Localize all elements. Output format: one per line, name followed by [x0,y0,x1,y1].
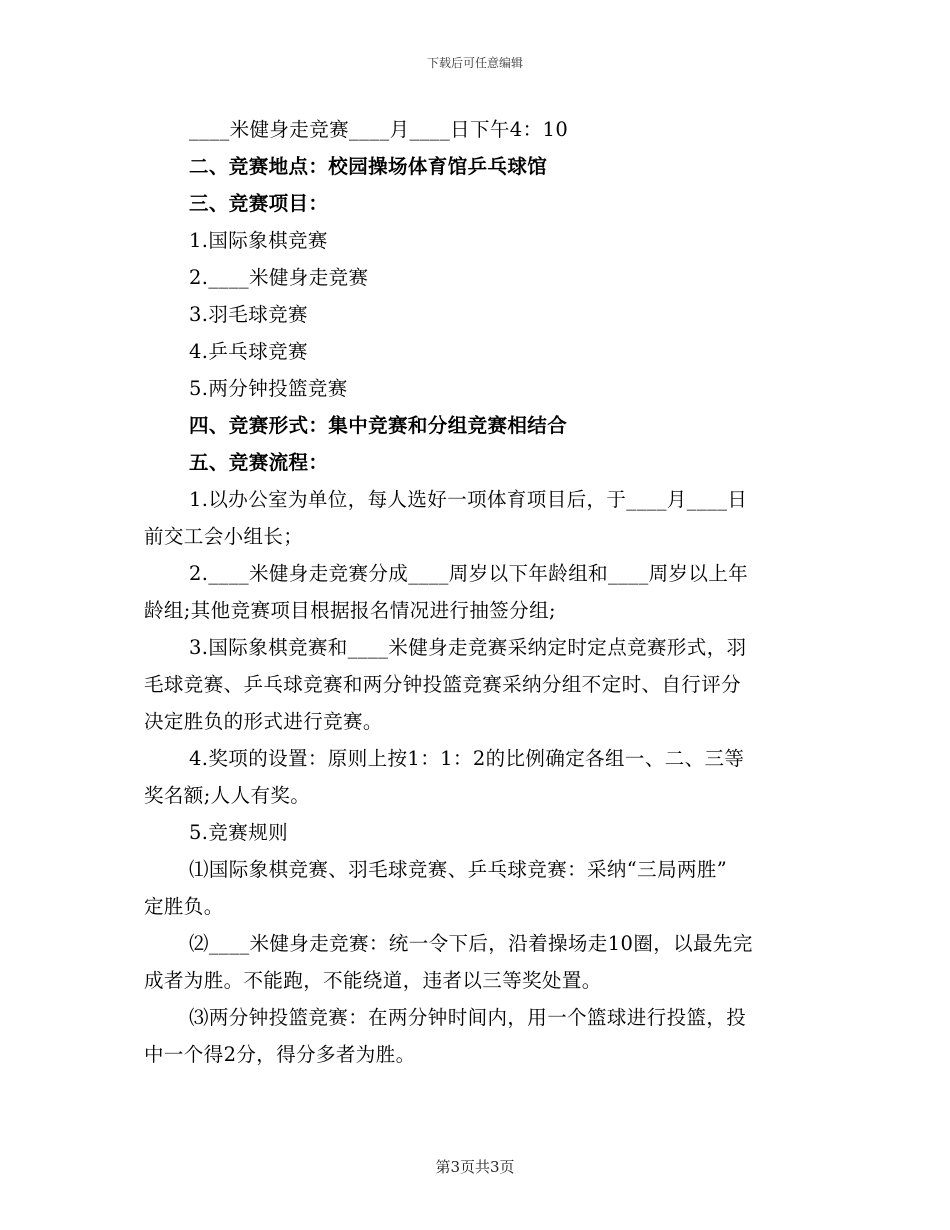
section-events-heading: 三、竞赛项目： [189,192,329,215]
process-step-1 [144,481,808,555]
process-step-5-heading: 5.竞赛规则 [189,821,289,844]
process-step-3-line-1: 3.国际象棋竞赛和____米健身走竞赛采纳定时定点竞赛形式，羽 [189,636,747,659]
process-step-1-line-2: 前交工会小组长； [144,525,304,548]
process-step-4 [144,740,808,814]
process-step-2-line-2: 龄组;其他竞赛项目根据报名情况进行抽签分组; [144,599,556,622]
section-format-heading: 四、竞赛形式：集中竞赛和分组竞赛相结合 [189,414,568,437]
event-item-chess: 1.国际象棋竞赛 [189,229,328,252]
rule-1 [144,851,808,925]
section-process-heading: 五、竞赛流程： [189,451,329,474]
document-body [144,111,808,1073]
rule-2-line-2: 成者为胜。不能跑，不能绕道，违者以三等奖处置。 [144,969,602,992]
process-step-4-line-1: 4.奖项的设置：原则上按1：1：2的比例确定各组一、二、三等 [189,747,745,770]
rule-3-line-2: 中一个得2分，得分多者为胜。 [144,1043,416,1066]
rule-1-line-1: ⑴国际象棋竞赛、羽毛球竞赛、乒乓球竞赛：采纳“三局两胜” [189,858,728,881]
process-step-3 [144,629,808,740]
schedule-line: ____米健身走竞赛____月____日下午4：10 [189,118,569,141]
process-step-1-line-1: 1.以办公室为单位，每人选好一项体育项目后，于____月____日 [189,488,748,511]
page-header: 下载后可任意编辑 [426,56,523,70]
process-step-2-line-1: 2.____米健身走竞赛分成____周岁以下年龄组和____周岁以上年 [189,562,749,585]
page-number-footer: 第3页共3页 [435,1158,515,1176]
event-item-walk: 2.____米健身走竞赛 [189,266,369,289]
rule-1-line-2: 定胜负。 [144,895,224,918]
section-venue-heading: 二、竞赛地点：校园操场体育馆乒乓球馆 [189,155,548,178]
rule-2 [144,925,808,999]
process-step-3-line-3: 决定胜负的形式进行竞赛。 [144,710,383,733]
event-item-basketball: 5.两分钟投篮竞赛 [189,377,348,400]
rule-3-line-1: ⑶两分钟投篮竞赛：在两分钟时间内，用一个篮球进行投篮，投 [189,1006,747,1029]
event-item-badminton: 3.羽毛球竞赛 [189,303,308,326]
process-step-3-line-2: 毛球竞赛、乒乓球竞赛和两分钟投篮竞赛采纳分组不定时、自行评分 [144,673,742,696]
event-item-pingpong: 4.乒乓球竞赛 [189,340,308,363]
process-step-2 [144,555,808,629]
rule-2-line-1: ⑵____米健身走竞赛：统一令下后，沿着操场走10圈，以最先完 [189,932,753,955]
process-step-4-line-2: 奖名额;人人有奖。 [144,784,311,807]
rule-3 [144,999,808,1073]
